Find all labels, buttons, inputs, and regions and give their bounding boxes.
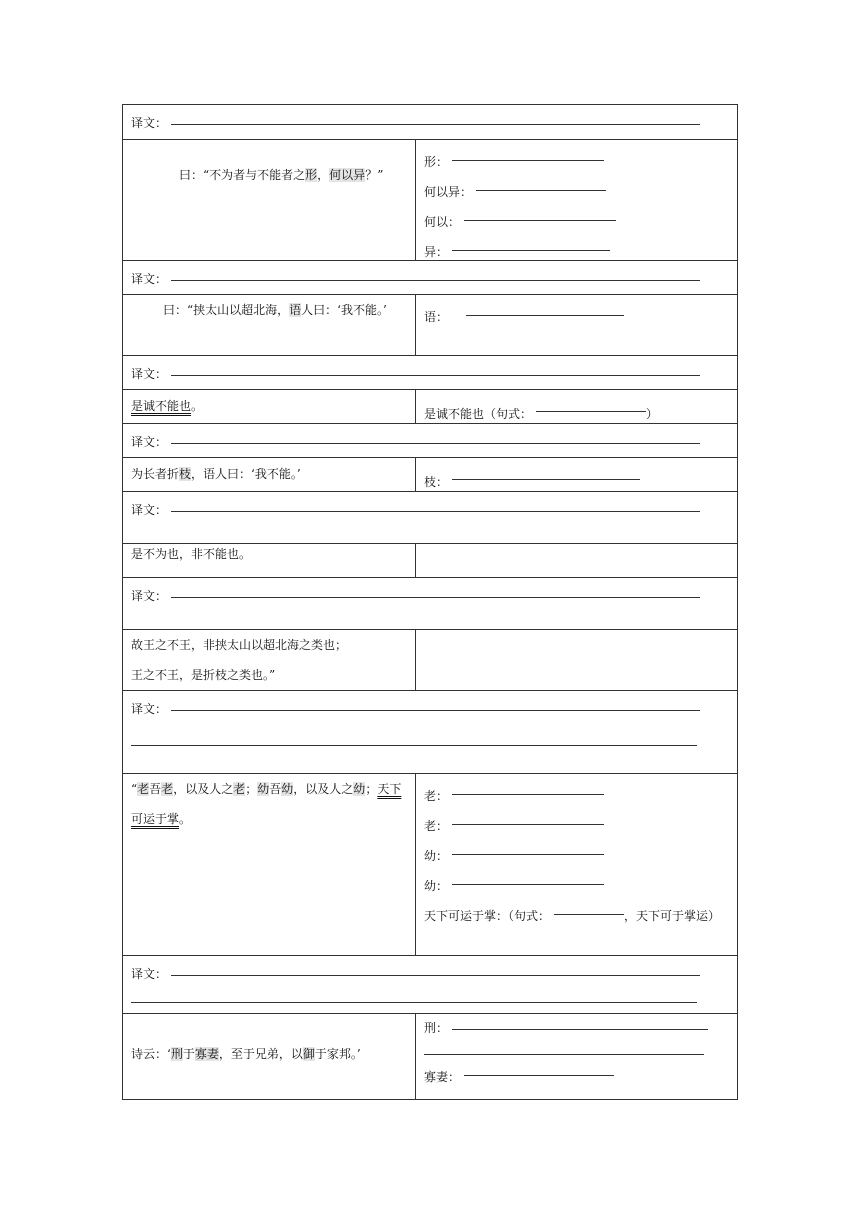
answer-line[interactable] xyxy=(171,279,700,281)
answer-line[interactable] xyxy=(452,793,604,795)
translation-label: 译文： xyxy=(131,702,168,716)
sentence-row xyxy=(123,389,737,423)
answer-line[interactable] xyxy=(171,596,700,598)
sentence-text: “老吾老，以及人之老；幼吾幼，以及人之幼；天下可运于掌。 xyxy=(131,782,402,826)
answer-line[interactable] xyxy=(476,189,606,191)
sentence-text: 曰：“挟太山以超北海，语人曰：‘我不能。’ xyxy=(163,303,387,317)
question-label: 枝： xyxy=(424,475,449,489)
answer-line[interactable] xyxy=(536,410,646,412)
answer-line[interactable] xyxy=(171,374,700,376)
question-label: 刑： xyxy=(424,1021,449,1035)
question-label: 是诚不能也（句式： xyxy=(424,407,533,421)
sentence-row xyxy=(123,1013,737,1099)
answer-line[interactable] xyxy=(171,510,700,512)
sentence-row xyxy=(123,294,737,355)
answer-line[interactable] xyxy=(464,1074,614,1076)
question-label: ，天下可于掌运） xyxy=(624,909,721,923)
question-label: 异： xyxy=(424,245,449,259)
answer-line[interactable] xyxy=(452,883,604,885)
answer-line[interactable] xyxy=(452,159,604,161)
answer-line[interactable] xyxy=(452,249,610,251)
answer-line[interactable] xyxy=(171,442,700,444)
question-label: 何以： xyxy=(424,215,461,229)
answer-line[interactable] xyxy=(452,478,640,480)
sentence-row xyxy=(123,457,737,491)
question-label: 幼： xyxy=(424,879,449,893)
question-label: 幼： xyxy=(424,849,449,863)
sentence-row xyxy=(123,773,737,955)
translation-label: 译文： xyxy=(131,272,168,286)
sentence-text: 王之不王，是折枝之类也。” xyxy=(131,668,276,682)
answer-line[interactable] xyxy=(171,709,700,711)
translation-label: 译文： xyxy=(131,435,168,449)
sentence-row xyxy=(123,543,737,577)
translation-row xyxy=(123,690,737,773)
question-label: 形： xyxy=(424,155,449,169)
question-label: 何以异： xyxy=(424,185,473,199)
sentence-text: 诗云：‘刑于寡妻，至于兄弟，以御于家邦。’ xyxy=(131,1046,361,1061)
answer-line[interactable] xyxy=(452,853,604,855)
sentence-text: 是诚不能也。 xyxy=(131,399,204,413)
answer-line[interactable] xyxy=(452,823,604,825)
answer-line[interactable] xyxy=(131,1002,697,1003)
translation-row xyxy=(123,577,737,629)
translation-label: 译文： xyxy=(131,503,168,517)
answer-line[interactable] xyxy=(171,123,700,125)
answer-line[interactable] xyxy=(171,974,700,976)
sentence-row xyxy=(123,139,737,260)
question-label: ） xyxy=(646,407,659,421)
translation-row xyxy=(123,491,737,543)
sentence-text: 故王之不王，非挟太山以超北海之类也； xyxy=(131,638,348,652)
translation-label: 译文： xyxy=(131,967,168,981)
question-label: 寡妻： xyxy=(424,1070,461,1084)
translation-label: 译文： xyxy=(131,589,168,603)
question-label: 老： xyxy=(424,819,449,833)
translation-row xyxy=(123,260,737,294)
sentence-text: 曰：“不为者与不能者之形，何以异？” xyxy=(179,168,384,182)
sentence-text: 为长者折枝，语人曰：‘我不能。’ xyxy=(131,467,301,481)
answer-line[interactable] xyxy=(466,314,624,316)
translation-row xyxy=(123,355,737,389)
answer-line[interactable] xyxy=(452,1028,708,1030)
question-label: 老： xyxy=(424,789,449,803)
sentence-text: 是不为也，非不能也。 xyxy=(131,547,252,561)
sentence-row xyxy=(123,629,737,690)
answer-line[interactable] xyxy=(554,913,624,915)
question-label: 语： xyxy=(424,310,449,324)
translation-row xyxy=(123,423,737,457)
answer-line[interactable] xyxy=(464,219,616,221)
question-label: 天下可运于掌：（句式： xyxy=(424,909,551,923)
answer-line[interactable] xyxy=(131,745,697,746)
translation-label: 译文： xyxy=(131,367,168,381)
worksheet-table xyxy=(122,104,738,1100)
translation-label: 译文： xyxy=(131,116,168,130)
translation-row xyxy=(123,105,737,139)
translation-row xyxy=(123,955,737,1013)
